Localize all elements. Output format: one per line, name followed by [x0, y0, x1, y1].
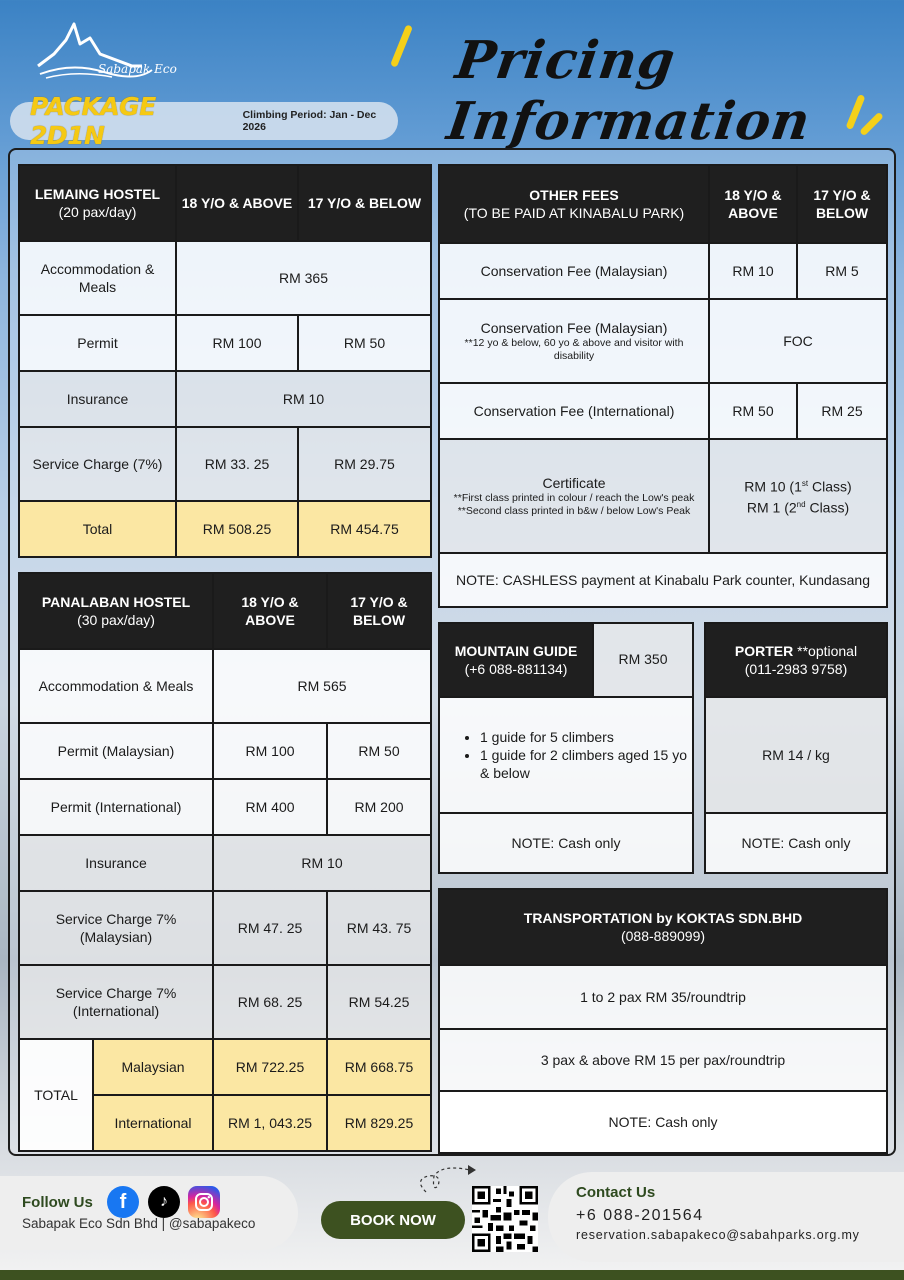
- row-value: RM 50: [327, 723, 431, 779]
- brand-name: Sabapak Eco: [98, 62, 177, 76]
- row-label: Conservation Fee (International): [439, 383, 709, 439]
- mountain-guide-details: [439, 697, 693, 813]
- mountain-guide-header: MOUNTAIN GUIDE (+6 088-881134): [439, 623, 593, 697]
- total-malaysian-label: Malaysian: [93, 1039, 213, 1095]
- row-label: Service Charge (7%): [19, 427, 176, 501]
- row-label: Service Charge 7% (Malaysian): [19, 891, 213, 965]
- social-handle: Sabapak Eco Sdn Bhd | @sabapakeco: [22, 1216, 256, 1231]
- row-label: Permit: [19, 315, 176, 371]
- lemaing-col-adult: 18 Y/O & ABOVE: [176, 165, 298, 241]
- porter-note: NOTE: Cash only: [705, 813, 887, 873]
- transport-row: 3 pax & above RM 15 per pax/roundtrip: [439, 1029, 887, 1091]
- transport-note: NOTE: Cash only: [439, 1091, 887, 1153]
- mountain-guide-price: RM 350: [593, 623, 693, 697]
- row-value: RM 10: [213, 835, 431, 891]
- lemaing-col-child: 17 Y/O & BELOW: [298, 165, 431, 241]
- list-item: • 1 guide for 2 climbers aged 15 yo & below: [480, 746, 688, 782]
- row-value: RM 47. 25: [213, 891, 327, 965]
- row-value: RM 10: [176, 371, 431, 427]
- total-value: RM 508.25: [176, 501, 298, 557]
- row-label: Service Charge 7% (International): [19, 965, 213, 1039]
- transport-row: 1 to 2 pax RM 35/roundtrip: [439, 965, 887, 1029]
- total-label: Total: [19, 501, 176, 557]
- row-value: RM 68. 25: [213, 965, 327, 1039]
- lemaing-header: LEMAING HOSTEL (20 pax/day): [19, 165, 176, 241]
- row-value: RM 565: [213, 649, 431, 723]
- list-item: • 1 guide for 5 climbers: [480, 728, 688, 746]
- panalaban-col-adult: 18 Y/O & ABOVE: [213, 573, 327, 649]
- row-label: Permit (Malaysian): [19, 723, 213, 779]
- total-value: RM 722.25: [213, 1039, 327, 1095]
- row-value: RM 400: [213, 779, 327, 835]
- total-value: RM 829.25: [327, 1095, 431, 1151]
- transport-header: TRANSPORTATION by KOKTAS SDN.BHD (088-889099): [439, 889, 887, 965]
- total-value: RM 668.75: [327, 1039, 431, 1095]
- row-value: RM 5: [797, 243, 887, 299]
- package-title: PACKAGE 2D1N: [30, 92, 156, 150]
- mountain-guide-note: NOTE: Cash only: [439, 813, 693, 873]
- row-value: RM 50: [298, 315, 431, 371]
- row-value: RM 10: [709, 243, 797, 299]
- other-fees-col-adult: 18 Y/O & ABOVE: [709, 165, 797, 243]
- tiktok-icon[interactable]: ♪: [148, 1186, 180, 1218]
- porter-table: [704, 622, 888, 874]
- instagram-icon[interactable]: [188, 1186, 220, 1218]
- follow-us-label: Follow Us: [22, 1194, 93, 1211]
- row-value: RM 43. 75: [327, 891, 431, 965]
- facebook-icon[interactable]: f: [107, 1186, 139, 1218]
- row-value: RM 200: [327, 779, 431, 835]
- row-value: RM 29.75: [298, 427, 431, 501]
- row-value: FOC: [709, 299, 887, 383]
- row-label: Insurance: [19, 835, 213, 891]
- footer-social-card: [0, 1176, 298, 1250]
- total-label: TOTAL: [19, 1039, 93, 1151]
- row-value: RM 50: [709, 383, 797, 439]
- transport-table: [438, 888, 888, 1154]
- page-title: Pricing Information: [443, 30, 815, 152]
- total-value: RM 1, 043.25: [213, 1095, 327, 1151]
- certificate-label: Certificate **First class printed in colour / reach the Low's peak **Second class printed in b&w / below Low's Peak: [439, 439, 709, 553]
- qr-code-icon[interactable]: [472, 1186, 538, 1252]
- porter-header: PORTER **optional (011-2983 9758): [705, 623, 887, 697]
- climbing-period: Climbing Period: Jan - Dec 2026: [242, 109, 377, 133]
- contact-phone[interactable]: +6 088-201564: [576, 1207, 704, 1224]
- certificate-value: RM 10 (1st Class) RM 1 (2nd Class): [709, 439, 887, 553]
- row-value: RM 100: [213, 723, 327, 779]
- decor-slash-top: [390, 24, 413, 67]
- total-international-label: International: [93, 1095, 213, 1151]
- contact-us-label: Contact Us: [576, 1184, 656, 1201]
- lemaing-hostel-table: [18, 164, 432, 558]
- row-label: Permit (International): [19, 779, 213, 835]
- bottom-strip: [0, 1270, 904, 1280]
- row-label: Conservation Fee (Malaysian) **12 yo & below, 60 yo & above and visitor with disability: [439, 299, 709, 383]
- row-label: Insurance: [19, 371, 176, 427]
- panalaban-header: PANALABAN HOSTEL (30 pax/day): [19, 573, 213, 649]
- total-value: RM 454.75: [298, 501, 431, 557]
- row-value: RM 100: [176, 315, 298, 371]
- other-fees-note: NOTE: CASHLESS payment at Kinabalu Park counter, Kundasang: [439, 553, 887, 607]
- row-value: RM 54.25: [327, 965, 431, 1039]
- other-fees-col-child: 17 Y/O & BELOW: [797, 165, 887, 243]
- panalaban-col-child: 17 Y/O & BELOW: [327, 573, 431, 649]
- mountain-guide-table: [438, 622, 694, 874]
- panalaban-hostel-table: [18, 572, 432, 1152]
- other-fees-table: [438, 164, 888, 608]
- row-value: RM 33. 25: [176, 427, 298, 501]
- book-now-button[interactable]: BOOK NOW: [321, 1201, 465, 1239]
- row-value: RM 365: [176, 241, 431, 315]
- package-bar: [10, 92, 398, 150]
- row-label: Conservation Fee (Malaysian): [439, 243, 709, 299]
- row-value: RM 25: [797, 383, 887, 439]
- contact-email[interactable]: reservation.sabapakeco@sabahparks.org.my: [576, 1228, 860, 1242]
- other-fees-header: OTHER FEES (TO BE PAID AT KINABALU PARK): [439, 165, 709, 243]
- porter-price: RM 14 / kg: [705, 697, 887, 813]
- row-label: Accommodation & Meals: [19, 649, 213, 723]
- row-label: Accommodation & Meals: [19, 241, 176, 315]
